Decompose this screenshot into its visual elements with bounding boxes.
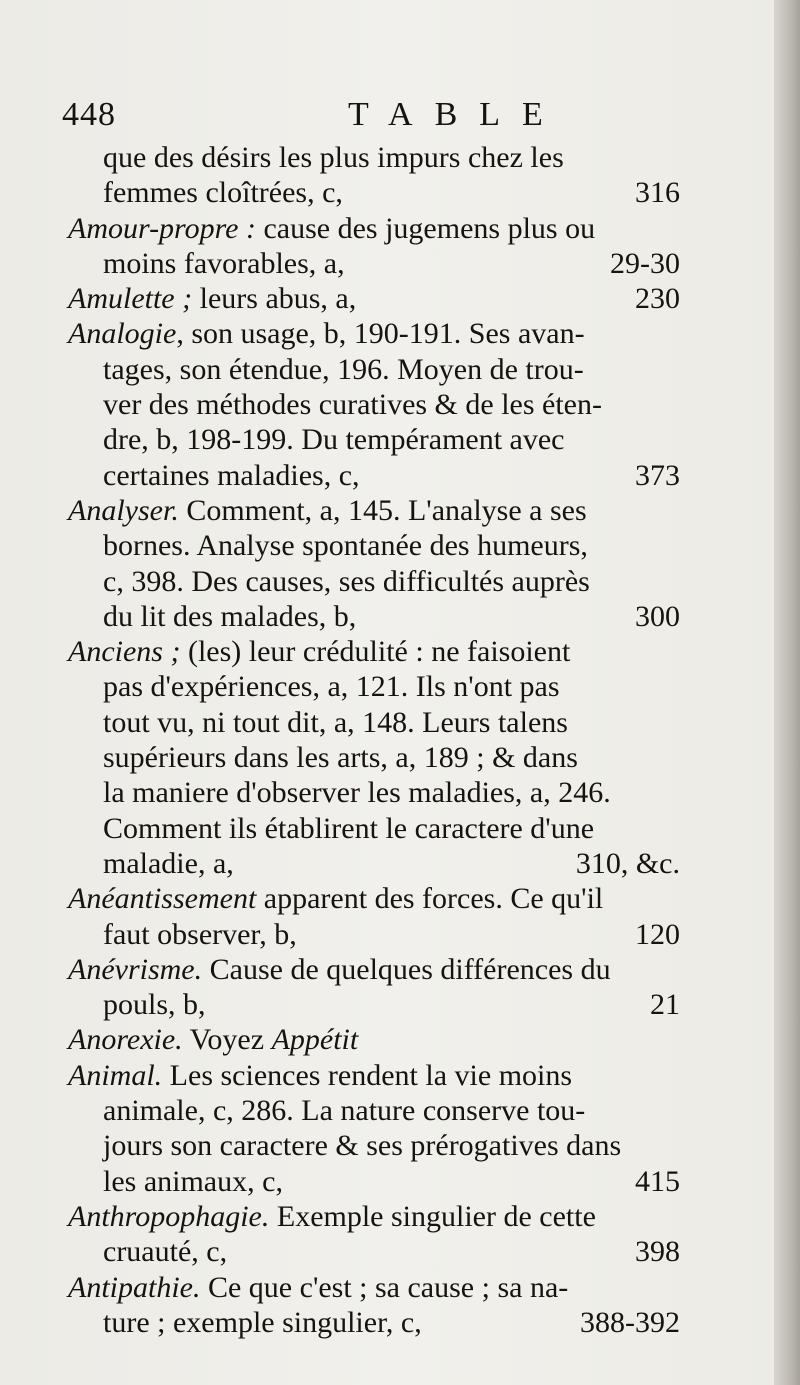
index-entry <box>68 316 680 492</box>
index-line <box>68 281 680 316</box>
index-text: leurs abus, a, <box>192 282 357 316</box>
index-text: dre, b, 198-199. Du tempérament avec <box>103 423 565 457</box>
index-entry <box>68 1270 680 1341</box>
index-text: ver des méthodes curatives & de les éten- <box>103 388 602 422</box>
index-entry <box>68 1058 680 1199</box>
index-text: tages, son étendue, 196. Moyen de trou- <box>103 352 584 386</box>
page-reference: 120 <box>635 917 680 951</box>
index-text: moins favorables, a, <box>103 246 345 280</box>
index-text: femmes cloîtrées, c, <box>103 176 343 210</box>
index-line <box>68 422 680 457</box>
index-text: ture ; exemple singulier, c, <box>103 1305 422 1339</box>
index-line <box>68 458 680 493</box>
index-text: pouls, b, <box>103 988 206 1022</box>
index-entry <box>68 493 680 634</box>
index-line <box>68 316 680 351</box>
index-line <box>68 1058 680 1093</box>
index-text: c, 398. Des causes, ses difficultés auprès <box>103 564 590 598</box>
index-line <box>68 811 680 846</box>
running-title: TABLE <box>348 96 565 133</box>
index-text: cruauté, c, <box>103 1235 228 1269</box>
index-line <box>68 917 680 952</box>
index-line <box>68 352 680 387</box>
index-line <box>68 846 680 881</box>
index-text: Exemple singulier de cette <box>269 1199 596 1233</box>
index-term: Anéantissement <box>68 882 257 916</box>
page-number: 448 <box>62 96 116 133</box>
index-term: Amulette ; <box>68 282 193 316</box>
index-line <box>68 599 680 634</box>
index-entry <box>68 881 680 952</box>
index-text: animale, c, 286. La nature conserve tou- <box>103 1094 586 1128</box>
index-entry <box>68 1022 680 1057</box>
index-term: Antipathie. <box>68 1270 201 1304</box>
index-text: Comment, a, 145. L'analyse a ses <box>178 493 587 527</box>
index-line <box>68 246 680 281</box>
index-line <box>68 1093 680 1128</box>
index-text: bornes. Analyse spontanée des humeurs, <box>103 529 588 563</box>
index-text: (les) leur crédulité : ne faisoient <box>180 635 571 669</box>
index-text: la maniere d'observer les maladies, a, 246. <box>103 776 611 810</box>
index-term: Animal. <box>68 1058 163 1092</box>
index-line <box>68 387 680 422</box>
index-line <box>68 952 680 987</box>
page-header <box>62 96 702 140</box>
page-reference: 230 <box>635 282 680 316</box>
index-term: Anthropophagie. <box>68 1199 270 1233</box>
index-text: supérieurs dans les arts, a, 189 ; & dans <box>103 741 578 775</box>
index-text: Les sciences rendent la vie moins <box>162 1058 573 1092</box>
index-line <box>68 881 680 916</box>
page-reference: 388-392 <box>580 1305 680 1339</box>
page-reference: 21 <box>650 988 680 1022</box>
index-line <box>68 1199 680 1234</box>
index-text: les animaux, c, <box>103 1164 283 1198</box>
index-line <box>68 493 680 528</box>
index-text: pas d'expériences, a, 121. Ils n'ont pas <box>103 670 560 704</box>
index-text: Cause de quelques différences du <box>202 952 611 986</box>
index-line <box>68 987 680 1022</box>
index-entry <box>68 634 680 881</box>
index-text: certaines maladies, c, <box>103 458 360 492</box>
index-text: maladie, a, <box>103 846 234 880</box>
index-term: Analyser. <box>68 493 179 527</box>
index-text: , son usage, b, 190-191. Ses avan- <box>176 317 585 351</box>
cross-reference: Appétit <box>271 1023 359 1057</box>
page-reference: 29-30 <box>610 246 680 280</box>
index-line <box>68 669 680 704</box>
index-text: du lit des malades, b, <box>103 599 357 633</box>
index-text: apparent des forces. Ce qu'il <box>256 882 604 916</box>
index-text: cause des jugemens plus ou <box>255 211 596 245</box>
index-line <box>68 705 680 740</box>
index-text: faut observer, b, <box>103 917 297 951</box>
page-reference: 398 <box>635 1235 680 1269</box>
index-line <box>68 528 680 563</box>
page-edge-shadow <box>774 0 800 1385</box>
index-text: jours son caractere & ses prérogatives dans <box>103 1129 622 1163</box>
index-line <box>68 775 680 810</box>
index-line <box>68 564 680 599</box>
page-reference: 316 <box>635 176 680 210</box>
index-line <box>68 1022 680 1057</box>
index-list <box>68 140 680 1340</box>
page-reference: 310, &c. <box>575 846 680 880</box>
index-text: Comment ils établirent le caractere d'une <box>103 811 595 845</box>
index-line <box>68 1128 680 1163</box>
index-term: Anévrisme. <box>68 952 203 986</box>
index-term: Anorexie. <box>68 1023 183 1057</box>
index-line <box>68 1164 680 1199</box>
index-line <box>68 634 680 669</box>
page-reference: 373 <box>635 458 680 492</box>
index-term: Analogie <box>68 317 177 351</box>
index-text: tout vu, ni tout dit, a, 148. Leurs talens <box>103 705 568 739</box>
index-line <box>68 740 680 775</box>
page-reference: 415 <box>635 1164 680 1198</box>
index-line <box>68 211 680 246</box>
index-line <box>68 1305 680 1340</box>
page-reference: 300 <box>635 599 680 633</box>
index-text: que des désirs les plus impurs chez les <box>103 141 564 174</box>
index-entry <box>68 1199 680 1270</box>
index-text: Voyez <box>182 1023 272 1057</box>
index-line <box>68 1234 680 1269</box>
index-entry <box>68 952 680 1023</box>
index-line <box>68 140 680 175</box>
index-term: Anciens ; <box>68 635 181 669</box>
index-text: Ce que c'est ; sa cause ; sa na- <box>200 1270 569 1304</box>
index-line <box>68 1270 680 1305</box>
index-term: Amour-propre : <box>68 211 256 245</box>
index-line <box>68 175 680 210</box>
index-entry <box>68 281 680 316</box>
index-entry <box>68 140 680 211</box>
index-entry <box>68 211 680 282</box>
